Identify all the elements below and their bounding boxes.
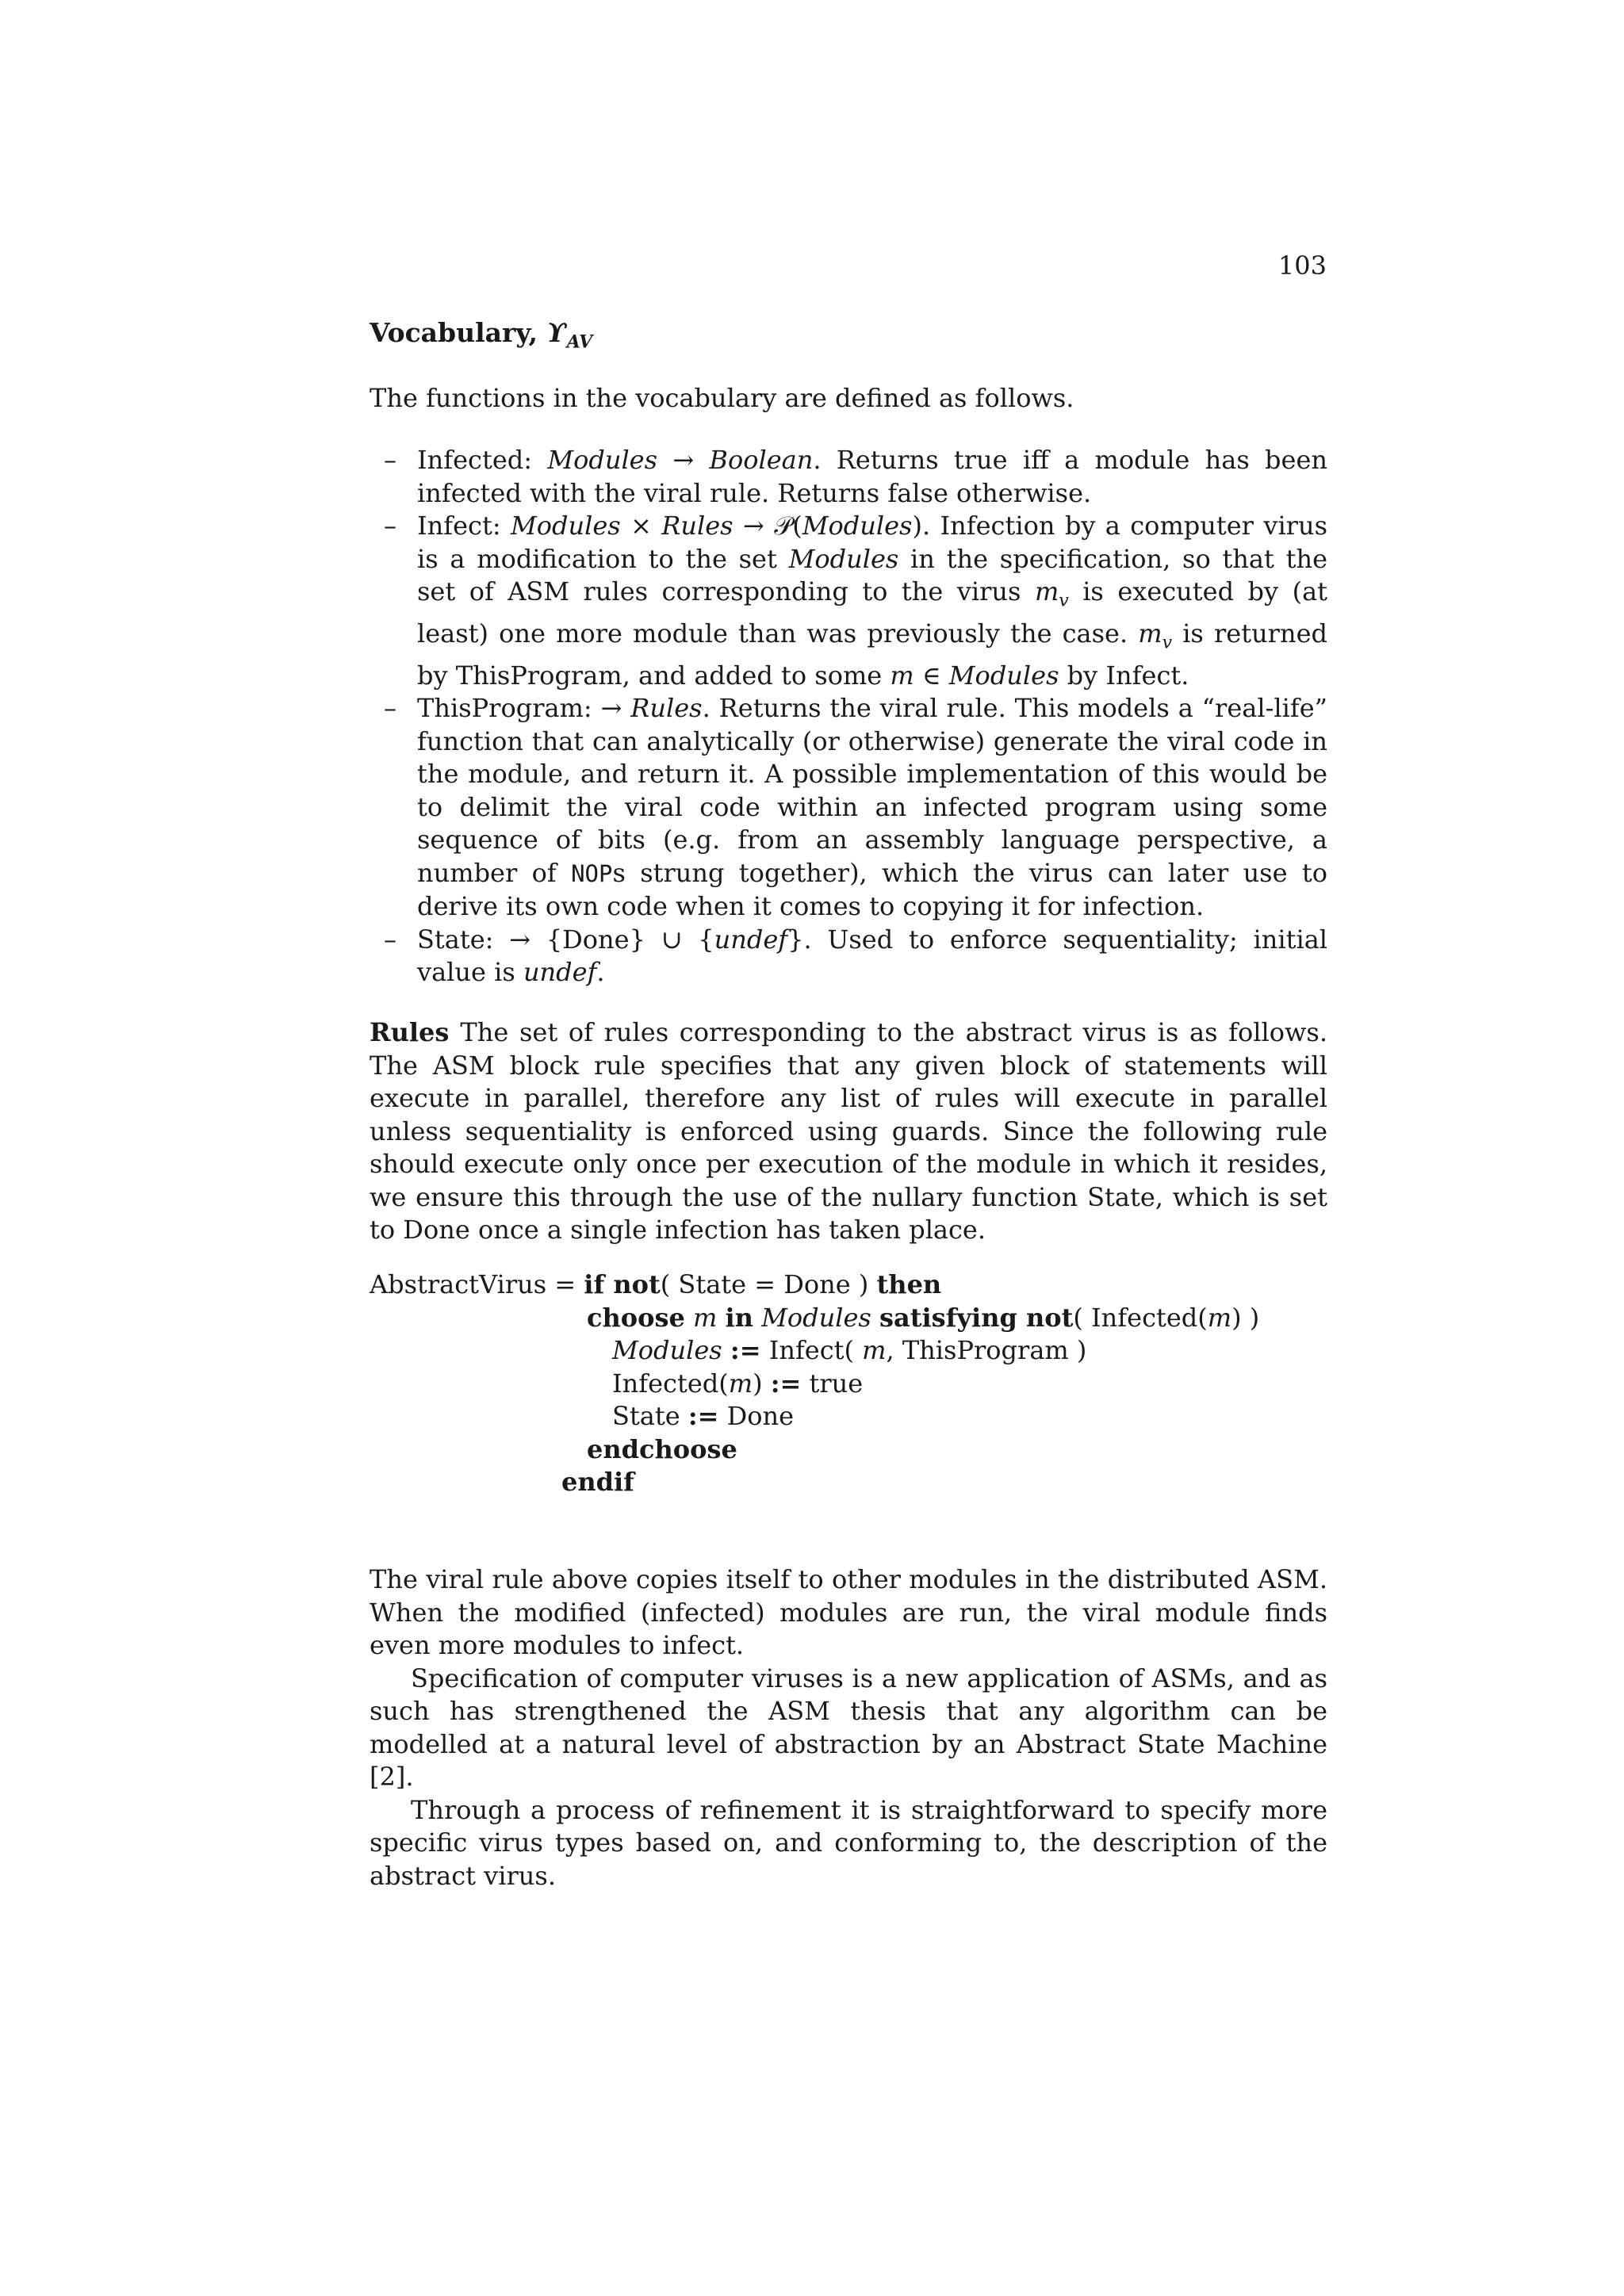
text-run: ThisProgram: → [417,693,631,724]
text-run: }. Used to enforce sequentiality; initial value is [417,924,1328,988]
text-run: by Infect. [1059,660,1189,691]
rules-text: The set of rules corresponding to the abstract virus is as follows. The ASM block rule specifies that any given block of statements will execute in parallel, therefore any list of rules will execute in parallel unless sequentiality is enforced using guards. Since the following rule should execute only once per execution of the module in which it resides, we ensure this through the use of the nullary function State, which is set to Done once a single infection has taken place. [370,1017,1327,1245]
closing-paragraph: Specification of computer viruses is a new application of ASMs, and as such has strengthened the ASM thesis that any algorithm can be modelled at a natural level of abstraction by an Abstract State Machine [2]. [370,1663,1327,1792]
math-symbol: m [1138,618,1162,649]
text-run: ). Infection by a computer virus is a modification to the set [417,511,1327,574]
math-symbol: Modules [788,543,899,574]
closing-paragraph: Through a process of refinement it is straightforward to specify more specific virus types based on, and conforming to, the description of the abstract virus. [370,1794,1327,1891]
keyword: endif [561,1467,634,1497]
function-item [370,924,1327,989]
code-line [370,1466,1259,1499]
text-run: ∈ [914,660,949,691]
text-run: Infected( [612,1368,729,1399]
keyword: endchoose [587,1433,737,1464]
math-symbol: m [890,660,914,691]
text-run: → [657,445,710,475]
function-item [370,444,1327,510]
text-run: ( State = Done ) [660,1269,877,1299]
text-run: Infected: [417,445,548,475]
text-run: ) [753,1368,771,1399]
text-run: is returned by ThisProgram, and added to some [417,618,1328,691]
math-symbol: Modules [547,445,658,475]
math-symbol: undef [714,924,788,955]
text-run: . [596,957,605,988]
text-run: . Returns the viral rule. This models a “real-life” function that can analytically (or otherwise) generate the viral code in the module, and return it. A possible implementation of this would be to delimit the viral code within an infected program using some sequence of bits (e.g. from an assembly language perspective, a number of [417,693,1328,888]
math-symbol: Boolean [709,445,814,475]
math-symbol: m [862,1335,887,1365]
code-line [370,1433,1259,1467]
text-run: is executed by (at least) one more module than was previously the case. [417,576,1328,649]
closing-paragraph: The viral rule above copies itself to other modules in the distributed ASM. When the modified (infected) modules are run, the viral module finds even more modules to infect. [370,1564,1327,1660]
text-run: NOP [571,859,613,887]
keyword: in [725,1302,753,1333]
text-run: Done [718,1401,795,1431]
code-line [370,1368,1259,1401]
page-number: 103 [1277,251,1327,281]
text-run: ( Infected( [1073,1302,1208,1333]
text-run [753,1303,761,1333]
list-dash: – [384,511,396,541]
math-symbol: Rules [630,693,703,724]
math-symbol: m [692,1302,718,1333]
code-line [370,1400,1259,1433]
keyword: choose [587,1302,685,1333]
asm-rule-block [370,1269,1259,1499]
heading-text: Vocabulary, [370,317,547,348]
math-symbol: Modules [761,1302,871,1333]
text-run [722,1335,730,1365]
math-symbol: undef [523,957,597,988]
code-line [370,1302,1259,1335]
math-symbol: Modules [510,511,621,541]
math-symbol: Modules [612,1335,722,1365]
text-run: Infect: [417,511,511,541]
text-run: × [620,511,662,541]
math-symbol: m [1034,576,1059,607]
keyword: := [770,1368,802,1399]
function-list [370,444,1327,989]
text-run: Infect( [760,1335,863,1365]
text-run: State [612,1401,688,1431]
text-run: s strung together), which the virus can later use to derive its own code when it comes to copying it for infection. [417,857,1328,922]
text-run: ) ) [1231,1302,1260,1333]
list-dash: – [384,445,396,475]
text-run: State: → {Done} ∪ { [417,924,714,955]
intro-paragraph: The functions in the vocabulary are defined as follows. [370,383,1074,413]
math-symbol: Modules [948,660,1059,691]
vocabulary-symbol-subscript: AV [566,331,593,353]
keyword: then [876,1269,942,1299]
math-symbol: Modules [802,511,913,541]
vocabulary-symbol: $ϒ_{AV}$ [546,317,593,353]
rules-lead: Rules [370,1017,450,1047]
text-run: AbstractVirus = [370,1269,584,1299]
text-run: , ThisProgram ) [886,1335,1087,1365]
list-dash: – [384,693,396,724]
closing-paragraphs [370,1563,1327,1892]
text-run [871,1303,879,1333]
function-item [370,692,1327,924]
keyword: if not [584,1269,661,1299]
text-run: in the specification, so that the set of ASM rules corresponding to the virus [417,543,1328,607]
keyword: satisfying not [879,1302,1074,1333]
keyword: := [730,1335,761,1365]
math-symbol: Rules [661,511,733,541]
list-dash: – [384,924,396,955]
math-symbol: m [728,1368,753,1399]
section-heading [370,317,592,353]
code-line [370,1269,1259,1302]
rules-paragraph [370,1016,1327,1247]
text-run: true [801,1368,864,1399]
text-run: . Returns true iff a module has been infected with the viral rule. Returns false otherwise. [417,445,1328,508]
text-run [717,1303,725,1333]
math-symbol: v [1162,633,1173,653]
function-item [370,510,1327,692]
math-symbol: v [1059,591,1069,611]
text-run: → 𝒫( [733,511,802,541]
math-symbol: m [1207,1302,1232,1333]
keyword: := [688,1401,719,1431]
text-run [685,1303,693,1333]
code-line [370,1334,1259,1368]
